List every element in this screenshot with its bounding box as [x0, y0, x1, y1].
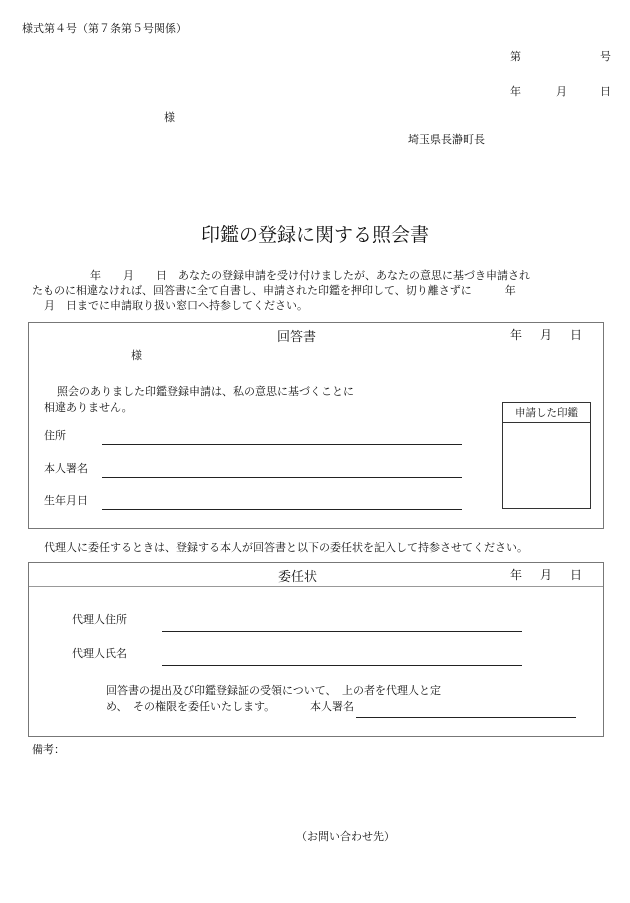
agent-name-label: 代理人氏名: [72, 647, 127, 660]
reply-date-month: 月: [540, 328, 553, 342]
contact-label: （お問い合わせ先）: [296, 830, 395, 843]
reply-statement-line-1: 照会のありました印鑑登録申請は、私の意思に基づくことに: [57, 385, 354, 398]
address-label: 住所: [44, 429, 66, 442]
header-date-day: 日: [600, 85, 611, 98]
reply-statement-line-2: 相違ありません。: [44, 401, 133, 414]
address-line[interactable]: [102, 444, 462, 445]
form-number: 様式第４号（第７条第５号関係）: [22, 22, 187, 35]
reply-addressee-suffix: 様: [131, 349, 142, 362]
header-date-year: 年: [510, 85, 521, 98]
remarks-label: 備考：: [32, 743, 65, 756]
proxy-statement-line-2: め、 その権限を委任いたします。: [106, 700, 276, 713]
doc-number-prefix: 第: [510, 50, 521, 63]
proxy-date-month: 月: [540, 568, 553, 582]
proxy-heading: 委任状: [278, 570, 318, 585]
proxy-date-year: 年: [510, 568, 523, 582]
agent-name-line[interactable]: [162, 665, 522, 666]
intro-line-2: たものに相違なければ、回答書に全て自書し、申請された印鑑を押印して、切り離さずに 年: [32, 284, 516, 297]
doc-number-suffix: 号: [600, 50, 611, 63]
birthdate-label: 生年月日: [44, 494, 88, 507]
reply-heading: 回答書: [277, 330, 317, 345]
seal-box-divider: [503, 422, 590, 423]
reply-date-day: 日: [570, 328, 583, 342]
header-date-month: 月: [556, 85, 567, 98]
birthdate-line[interactable]: [102, 509, 462, 510]
addressee-suffix: 様: [164, 111, 175, 124]
proxy-header-divider: [29, 586, 603, 587]
intro-line-1: 年 月 日 あなたの登録申請を受け付けましたが、あなたの意思に基づき申請され: [90, 269, 530, 282]
reply-date-year: 年: [510, 328, 523, 342]
intro-line-3: 月 日までに申請取り扱い窓口へ持参してください。: [44, 299, 308, 312]
agent-address-label: 代理人住所: [72, 613, 127, 626]
seal-box-label: 申請した印鑑: [515, 407, 578, 419]
page-title: 印鑑の登録に関する照会書: [200, 224, 429, 246]
signature-label: 本人署名: [44, 462, 88, 475]
signature-line[interactable]: [102, 477, 462, 478]
proxy-note: 代理人に委任するときは、登録する本人が回答書と以下の委任状を記入して持参させてください。: [44, 541, 528, 554]
issuer-name: 埼玉県長瀞町長: [408, 133, 485, 146]
proxy-statement-line-1: 回答書の提出及び印鑑登録証の受領について、 上の者を代理人と定: [106, 684, 442, 697]
proxy-signature-line[interactable]: [356, 717, 576, 718]
proxy-signature-label: 本人署名: [310, 700, 354, 713]
proxy-date-day: 日: [570, 568, 583, 582]
agent-address-line[interactable]: [162, 631, 522, 632]
